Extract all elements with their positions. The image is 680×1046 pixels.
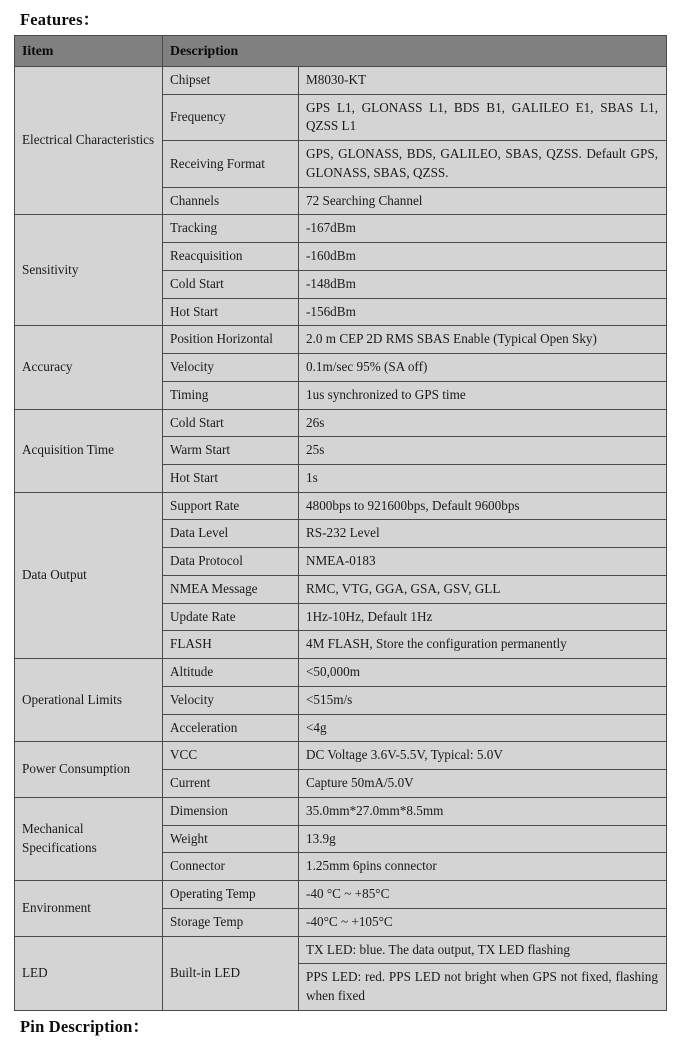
- table-header-row: [15, 36, 667, 67]
- spec-name-cell: VCC: [163, 742, 299, 770]
- spec-name-cell: Chipset: [163, 67, 299, 95]
- spec-value-cell: GPS L1, GLONASS L1, BDS B1, GALILEO E1, SBAS L1, QZSS L1: [299, 94, 667, 140]
- spec-value-cell: 13.9g: [299, 825, 667, 853]
- spec-name-cell: Reacquisition: [163, 243, 299, 271]
- spec-name-cell: Operating Temp: [163, 881, 299, 909]
- group-label-cell: Environment: [15, 881, 163, 936]
- spec-value-cell: <515m/s: [299, 686, 667, 714]
- spec-name-cell: Support Rate: [163, 492, 299, 520]
- features-spec-table: [14, 35, 667, 1011]
- spec-value-cell: 4M FLASH, Store the configuration permanently: [299, 631, 667, 659]
- table-row: [15, 936, 667, 964]
- spec-value-cell: -40 °C ~ +85°C: [299, 881, 667, 909]
- table-row: [15, 742, 667, 770]
- table-row: [15, 659, 667, 687]
- spec-name-cell: Altitude: [163, 659, 299, 687]
- spec-value-cell: 35.0mm*27.0mm*8.5mm: [299, 797, 667, 825]
- spec-value-cell: 1us synchronized to GPS time: [299, 381, 667, 409]
- spec-value-cell: <50,000m: [299, 659, 667, 687]
- spec-name-cell: NMEA Message: [163, 575, 299, 603]
- spec-value-cell: DC Voltage 3.6V-5.5V, Typical: 5.0V: [299, 742, 667, 770]
- table-row: [15, 881, 667, 909]
- spec-name-cell: Current: [163, 770, 299, 798]
- group-label-cell: Mechanical Specifications: [15, 797, 163, 880]
- page-title-pin-description: Pin Description：: [20, 1017, 150, 1036]
- spec-value-cell: RMC, VTG, GGA, GSA, GSV, GLL: [299, 575, 667, 603]
- spec-name-cell: Hot Start: [163, 465, 299, 493]
- spec-name-cell: Velocity: [163, 354, 299, 382]
- spec-name-cell: Receiving Format: [163, 141, 299, 187]
- group-label-cell: Operational Limits: [15, 659, 163, 742]
- table-row: [15, 409, 667, 437]
- spec-name-cell: Tracking: [163, 215, 299, 243]
- spec-name-cell: Cold Start: [163, 409, 299, 437]
- spec-name-cell: Acceleration: [163, 714, 299, 742]
- spec-value-cell: -148dBm: [299, 270, 667, 298]
- spec-value-cell: 0.1m/sec 95% (SA off): [299, 354, 667, 382]
- spec-value-cell: 1Hz-10Hz, Default 1Hz: [299, 603, 667, 631]
- table-row: [15, 67, 667, 95]
- spec-name-cell: Data Protocol: [163, 548, 299, 576]
- spec-name-cell: FLASH: [163, 631, 299, 659]
- spec-value-cell: 2.0 m CEP 2D RMS SBAS Enable (Typical Open Sky): [299, 326, 667, 354]
- spec-name-cell: Update Rate: [163, 603, 299, 631]
- group-label-cell: Accuracy: [15, 326, 163, 409]
- spec-value-cell: M8030-KT: [299, 67, 667, 95]
- spec-name-cell: Timing: [163, 381, 299, 409]
- group-label-cell: LED: [15, 936, 163, 1010]
- spec-value-cell: -156dBm: [299, 298, 667, 326]
- spec-name-cell: Hot Start: [163, 298, 299, 326]
- spec-value-cell: RS-232 Level: [299, 520, 667, 548]
- spec-name-cell: Data Level: [163, 520, 299, 548]
- spec-value-cell: -40°C ~ +105°C: [299, 908, 667, 936]
- spec-value-cell: TX LED: blue. The data output, TX LED flashing: [299, 936, 667, 964]
- spec-value-cell: Capture 50mA/5.0V: [299, 770, 667, 798]
- page-title-features: Features：: [20, 10, 100, 29]
- table-row: [15, 492, 667, 520]
- table-row: [15, 326, 667, 354]
- group-label-cell: Data Output: [15, 492, 163, 658]
- spec-value-cell: 25s: [299, 437, 667, 465]
- group-label-cell: Sensitivity: [15, 215, 163, 326]
- spec-name-cell: Position Horizontal: [163, 326, 299, 354]
- spec-value-cell: 1.25mm 6pins connector: [299, 853, 667, 881]
- spec-name-cell: Storage Temp: [163, 908, 299, 936]
- spec-value-cell: -167dBm: [299, 215, 667, 243]
- table-row: [15, 215, 667, 243]
- group-label-cell: Power Consumption: [15, 742, 163, 797]
- spec-name-cell: Frequency: [163, 94, 299, 140]
- spec-value-cell: PPS LED: red. PPS LED not bright when GPS not fixed, flashing when fixed: [299, 964, 667, 1010]
- spec-value-cell: GPS, GLONASS, BDS, GALILEO, SBAS, QZSS. Default GPS, GLONASS, SBAS, QZSS.: [299, 141, 667, 187]
- spec-name-cell: Cold Start: [163, 270, 299, 298]
- spec-value-cell: 4800bps to 921600bps, Default 9600bps: [299, 492, 667, 520]
- spec-value-cell: <4g: [299, 714, 667, 742]
- spec-value-cell: -160dBm: [299, 243, 667, 271]
- spec-name-cell: Channels: [163, 187, 299, 215]
- spec-value-cell: 26s: [299, 409, 667, 437]
- spec-name-cell: Weight: [163, 825, 299, 853]
- spec-name-cell: Connector: [163, 853, 299, 881]
- spec-name-cell: Warm Start: [163, 437, 299, 465]
- group-label-cell: Electrical Characteristics: [15, 67, 163, 215]
- column-header-description: Description: [163, 36, 667, 67]
- spec-value-cell: NMEA-0183: [299, 548, 667, 576]
- column-header-item: Iitem: [15, 36, 163, 67]
- spec-name-cell: Built-in LED: [163, 936, 299, 1010]
- spec-name-cell: Velocity: [163, 686, 299, 714]
- group-label-cell: Acquisition Time: [15, 409, 163, 492]
- table-row: [15, 797, 667, 825]
- spec-name-cell: Dimension: [163, 797, 299, 825]
- spec-value-cell: 1s: [299, 465, 667, 493]
- spec-value-cell: 72 Searching Channel: [299, 187, 667, 215]
